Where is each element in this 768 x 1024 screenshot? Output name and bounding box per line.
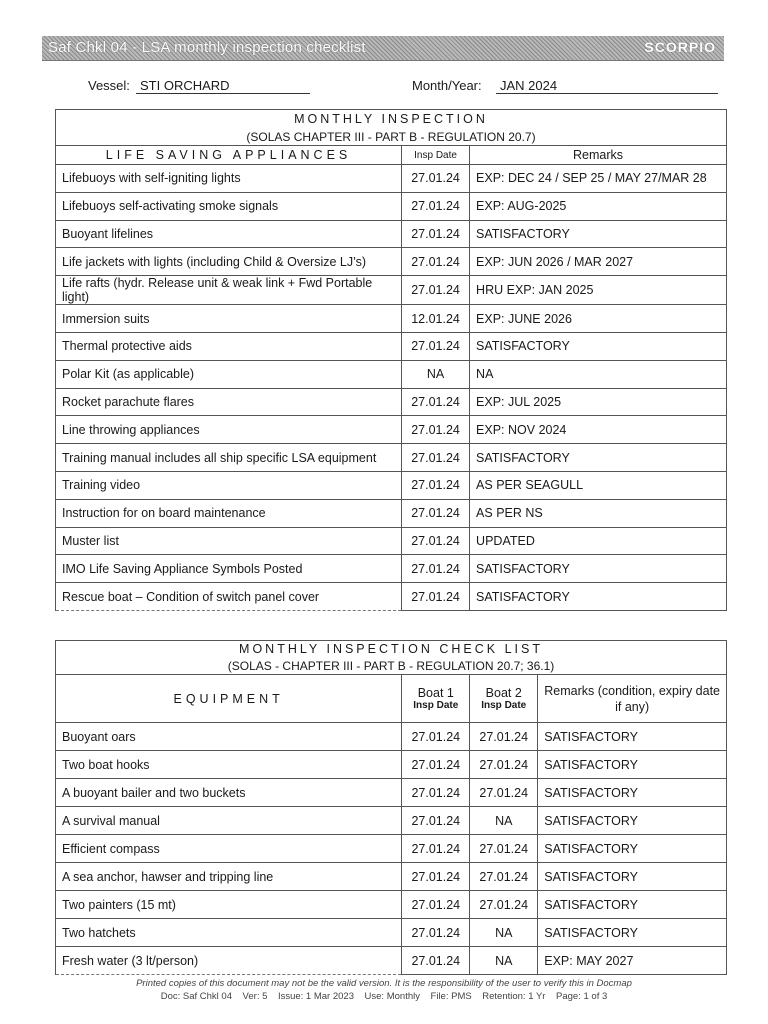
table-row — [56, 583, 727, 611]
insp-date-cell: 27.01.24 — [402, 527, 470, 555]
boat1-date-cell: 27.01.24 — [402, 863, 470, 891]
item-cell: A sea anchor, hawser and tripping line — [56, 863, 402, 891]
remarks-cell: SATISFACTORY — [538, 919, 727, 947]
table1-remarks-header: Remarks — [470, 146, 727, 165]
table1-subtitle: (SOLAS CHAPTER III - PART B - REGULATION 20.7) — [56, 129, 727, 146]
remarks-cell: EXP: JUN 2026 / MAR 2027 — [470, 248, 727, 276]
boat2-date-cell: 27.01.24 — [470, 779, 538, 807]
table1-item-header: LIFE SAVING APPLIANCES — [56, 146, 402, 165]
table-row — [56, 779, 727, 807]
insp-date-cell: 12.01.24 — [402, 305, 470, 333]
insp-date-cell: 27.01.24 — [402, 220, 470, 248]
lsa-inspection-table — [55, 109, 727, 611]
table1-date-header: Insp Date — [402, 146, 470, 165]
item-cell: Training video — [56, 471, 402, 499]
vessel-value: STI ORCHARD — [136, 78, 310, 94]
item-cell: Immersion suits — [56, 305, 402, 333]
table2-boat2-header — [470, 675, 538, 723]
vessel-label: Vessel: — [88, 78, 130, 93]
item-cell: Life jackets with lights (including Child & Oversize LJ’s) — [56, 248, 402, 276]
table-row — [56, 891, 727, 919]
remarks-cell: SATISFACTORY — [538, 891, 727, 919]
table2-item-header: EQUIPMENT — [56, 675, 402, 723]
boat1-insp-label: Insp Date — [413, 700, 459, 711]
table-row — [56, 360, 727, 388]
document-header-bar — [42, 36, 724, 61]
boat1-date-cell: 27.01.24 — [402, 919, 470, 947]
month-label: Month/Year: — [412, 78, 482, 93]
remarks-cell: AS PER SEAGULL — [470, 471, 727, 499]
item-cell: Thermal protective aids — [56, 332, 402, 360]
insp-date-cell: 27.01.24 — [402, 276, 470, 305]
table2-body — [56, 723, 727, 975]
remarks-cell: NA — [470, 360, 727, 388]
table-row — [56, 863, 727, 891]
table2-boat1-header — [402, 675, 470, 723]
item-cell: Life rafts (hydr. Release unit & weak link + Fwd Portable light) — [56, 276, 402, 305]
table2-remarks-header: Remarks (condition, expiry date if any) — [538, 675, 727, 723]
remarks-cell: EXP: JUNE 2026 — [470, 305, 727, 333]
remarks-cell: EXP: NOV 2024 — [470, 416, 727, 444]
table-row — [56, 248, 727, 276]
boat1-date-cell: 27.01.24 — [402, 751, 470, 779]
remarks-cell: SATISFACTORY — [538, 863, 727, 891]
insp-date-cell: NA — [402, 360, 470, 388]
table1-body — [56, 165, 727, 611]
boat2-insp-label: Insp Date — [481, 700, 527, 711]
remarks-cell: SATISFACTORY — [538, 835, 727, 863]
table-row — [56, 305, 727, 333]
lifeboat-equipment-table — [55, 640, 727, 975]
item-cell: Lifebuoys with self-igniting lights — [56, 165, 402, 193]
item-cell: Two hatchets — [56, 919, 402, 947]
insp-date-cell: 27.01.24 — [402, 583, 470, 611]
boat1-date-cell: 27.01.24 — [402, 891, 470, 919]
table-row — [56, 751, 727, 779]
table-row — [56, 220, 727, 248]
insp-date-cell: 27.01.24 — [402, 192, 470, 220]
item-cell: Efficient compass — [56, 835, 402, 863]
boat2-date-cell: 27.01.24 — [470, 891, 538, 919]
insp-date-cell: 27.01.24 — [402, 555, 470, 583]
table-row — [56, 919, 727, 947]
item-cell: Training manual includes all ship specific LSA equipment — [56, 444, 402, 472]
boat1-date-cell: 27.01.24 — [402, 723, 470, 751]
item-cell: IMO Life Saving Appliance Symbols Posted — [56, 555, 402, 583]
boat2-date-cell: 27.01.24 — [470, 835, 538, 863]
boat2-date-cell: NA — [470, 919, 538, 947]
insp-date-cell: 27.01.24 — [402, 471, 470, 499]
remarks-cell: EXP: DEC 24 / SEP 25 / MAY 27/MAR 28 — [470, 165, 727, 193]
insp-date-cell: 27.01.24 — [402, 388, 470, 416]
boat1-date-cell: 27.01.24 — [402, 779, 470, 807]
boat2-date-cell: 27.01.24 — [470, 863, 538, 891]
remarks-cell: EXP: JUL 2025 — [470, 388, 727, 416]
boat1-label: Boat 1 — [417, 686, 454, 700]
insp-date-cell: 27.01.24 — [402, 165, 470, 193]
item-cell: A buoyant bailer and two buckets — [56, 779, 402, 807]
table-row — [56, 835, 727, 863]
table2-subtitle: (SOLAS - CHAPTER III - PART B - REGULATION 20.7; 36.1) — [56, 658, 727, 675]
remarks-cell: HRU EXP: JAN 2025 — [470, 276, 727, 305]
boat2-label: Boat 2 — [485, 686, 522, 700]
table2-title: MONTHLY INSPECTION CHECK LIST — [56, 641, 727, 658]
company-logo: SCORPIO — [644, 39, 716, 55]
remarks-cell: EXP: AUG-2025 — [470, 192, 727, 220]
remarks-cell: SATISFACTORY — [538, 807, 727, 835]
table-row — [56, 807, 727, 835]
item-cell: Fresh water (3 lt/person) — [56, 947, 402, 975]
item-cell: Line throwing appliances — [56, 416, 402, 444]
footer-disclaimer: Printed copies of this document may not be the valid version. It is the responsibility of the user to verify this in Docmap — [136, 978, 632, 989]
boat2-date-cell: 27.01.24 — [470, 723, 538, 751]
table-row — [56, 416, 727, 444]
item-cell: Muster list — [56, 527, 402, 555]
item-cell: Two boat hooks — [56, 751, 402, 779]
item-cell: Rocket parachute flares — [56, 388, 402, 416]
item-cell: Rescue boat – Condition of switch panel cover — [56, 583, 402, 611]
month-value: JAN 2024 — [496, 78, 718, 94]
table-row — [56, 499, 727, 527]
remarks-cell: SATISFACTORY — [470, 332, 727, 360]
remarks-cell: UPDATED — [470, 527, 727, 555]
table-row — [56, 276, 727, 305]
insp-date-cell: 27.01.24 — [402, 332, 470, 360]
item-cell: Instruction for on board maintenance — [56, 499, 402, 527]
table-row — [56, 527, 727, 555]
table-row — [56, 947, 727, 975]
table-row — [56, 192, 727, 220]
table-row — [56, 165, 727, 193]
insp-date-cell: 27.01.24 — [402, 499, 470, 527]
table-row — [56, 388, 727, 416]
item-cell: Polar Kit (as applicable) — [56, 360, 402, 388]
remarks-cell: SATISFACTORY — [538, 723, 727, 751]
table-row — [56, 444, 727, 472]
item-cell: Lifebuoys self-activating smoke signals — [56, 192, 402, 220]
remarks-cell: EXP: MAY 2027 — [538, 947, 727, 975]
remarks-cell: SATISFACTORY — [538, 751, 727, 779]
table-row — [56, 471, 727, 499]
remarks-cell: SATISFACTORY — [470, 444, 727, 472]
remarks-cell: SATISFACTORY — [538, 779, 727, 807]
remarks-cell: SATISFACTORY — [470, 555, 727, 583]
document-title: Saf Chkl 04 - LSA monthly inspection checklist — [48, 39, 366, 56]
table1-title: MONTHLY INSPECTION — [56, 110, 727, 129]
remarks-cell: SATISFACTORY — [470, 583, 727, 611]
insp-date-cell: 27.01.24 — [402, 248, 470, 276]
item-cell: Two painters (15 mt) — [56, 891, 402, 919]
remarks-cell: SATISFACTORY — [470, 220, 727, 248]
boat1-date-cell: 27.01.24 — [402, 807, 470, 835]
table-row — [56, 723, 727, 751]
item-cell: A survival manual — [56, 807, 402, 835]
boat1-date-cell: 27.01.24 — [402, 835, 470, 863]
insp-date-cell: 27.01.24 — [402, 416, 470, 444]
boat2-date-cell: NA — [470, 947, 538, 975]
item-cell: Buoyant oars — [56, 723, 402, 751]
boat2-date-cell: 27.01.24 — [470, 751, 538, 779]
boat2-date-cell: NA — [470, 807, 538, 835]
boat1-date-cell: 27.01.24 — [402, 947, 470, 975]
item-cell: Buoyant lifelines — [56, 220, 402, 248]
table-row — [56, 332, 727, 360]
table-row — [56, 555, 727, 583]
insp-date-cell: 27.01.24 — [402, 444, 470, 472]
remarks-cell: AS PER NS — [470, 499, 727, 527]
footer-doc-info: Doc: Saf Chkl 04 Ver: 5 Issue: 1 Mar 2023 Use: Monthly File: PMS Retention: 1 Yr Page: 1 of 3 — [160, 991, 608, 1002]
